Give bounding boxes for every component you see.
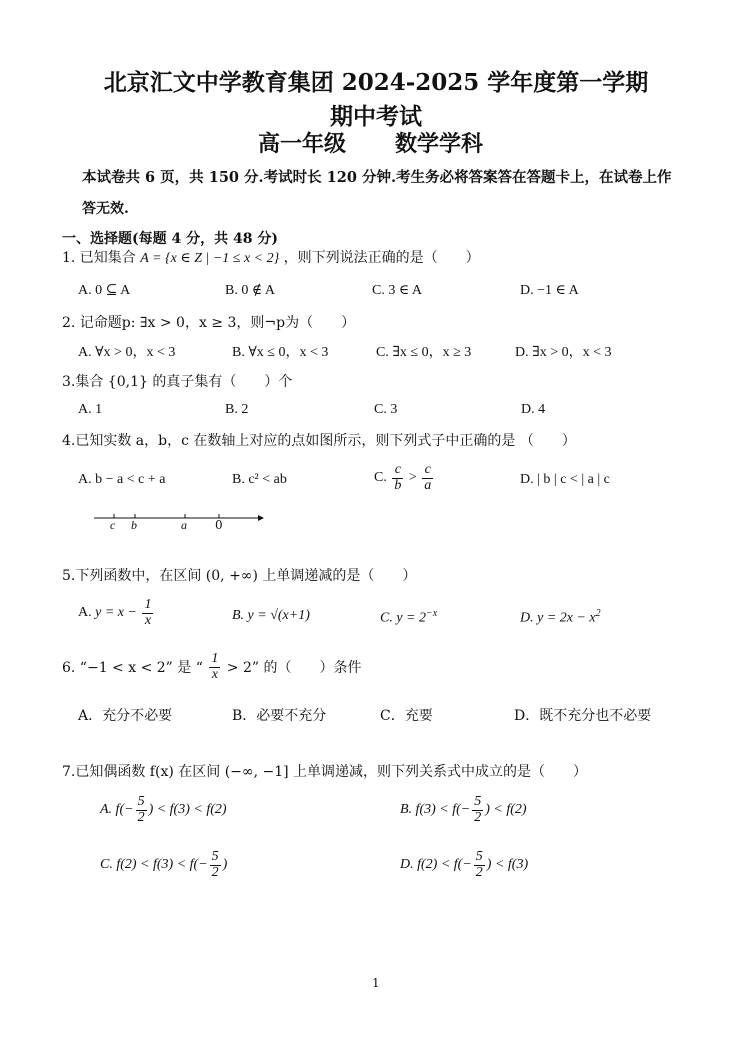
number-line [90,508,265,536]
frac-numerator: 5 [474,794,482,809]
frac-denominator: a [424,477,432,493]
question-2-option-d: D. ∃x > 0，x < 3 [515,345,612,360]
frac-numerator: c [394,462,401,477]
question-5-option-c [380,608,437,627]
question-4-option-a: A. b − a < c + a [78,472,166,487]
question-4-stem: 4.已知实数 a，b，c 在数轴上对应的点如图所示，则下列式子中正确的是 （ ） [62,433,576,449]
frac-numerator: 5 [211,849,219,864]
question-7-stem: 7.已知偶函数 f(x) 在区间 (−∞, −1] 上单调递减，则下列关系式中成立的是（ ） [62,764,588,780]
question-4-option-c [374,463,435,493]
option-post: ) < f(3) [486,857,529,873]
frac-numerator: 5 [475,849,483,864]
function-expression: y = x − [95,605,137,621]
question-6-option-c: C．充要 [380,708,433,724]
question-3-option-d: D. 4 [521,402,546,417]
question-5-option-c-base: C. y = 2 [380,610,426,626]
instructions-line2: 答无效. [82,201,129,217]
frac-denominator: 2 [475,864,483,880]
exponent: 2 [595,608,601,619]
exam-title: 北京汇文中学教育集团 2024-2025 学年度第一学期 [103,69,649,96]
question-2-stem: 2. 记命题p: ∃x > 0，x ≥ 3，则¬p为（ ） [62,315,356,331]
question-5-option-b: B. y = √(x+1) [232,608,310,623]
question-2-option-a: A. ∀x > 0，x < 3 [78,345,176,360]
question-5-option-d-base: D. y = 2x − x [520,610,596,626]
number-line-label-c: c [110,518,116,532]
frac-numerator: c [424,462,431,477]
question-5-option-a [78,598,155,628]
question-3-option-c: C. 3 [374,402,398,417]
number-line-label-b: b [131,518,137,532]
page-number: 1 [372,976,380,990]
grade-label: 高一年级 [258,131,347,157]
frac-denominator: x [209,667,220,683]
question-6-stem [62,652,362,682]
instructions-line1: 本试卷共 6 页，共 150 分.考试时长 120 分钟.考生务必将答案答在答题卡上，在试卷上作 [82,169,672,186]
frac-numerator: 1 [144,597,152,612]
frac-denominator: 2 [137,809,145,825]
number-line-label-a: a [181,518,187,532]
question-4-option-c-label: C. [374,470,387,486]
question-3-option-b: B. 2 [225,402,249,417]
frac-denominator: x [142,613,153,629]
question-6-stem-pre: 6. “−1 < x < 2” 是 “ [62,660,203,677]
frac-denominator: 2 [474,809,482,825]
question-6-stem-post: > 2” 的（ ）条件 [226,660,362,677]
frac-denominator: b [394,477,402,493]
question-1-option-b: B. 0 ∉ A [225,283,276,298]
option-post: ) [222,857,228,873]
question-6-option-b: B．必要不充分 [232,708,327,724]
question-1-option-d: D. −1 ∈ A [520,283,579,298]
option-pre: D. f(2) < f(− [400,857,472,873]
question-2-option-b: B. ∀x ≤ 0，x < 3 [232,345,329,360]
question-3-stem: 3.集合 {0,1} 的真子集有（ ）个 [62,374,293,390]
question-5-stem: 5.下列函数中，在区间 (0, +∞) 上单调递减的是（ ） [62,568,417,584]
question-7-option-c [100,850,227,880]
option-post: ) < f(2) [485,802,527,818]
question-6-option-d: D．既不充分也不必要 [514,708,652,724]
question-4-option-d: D. | b | c < | a | c [520,472,610,487]
question-5-option-a-label: A. [78,605,92,621]
exam-subtitle: 期中考试 [330,103,422,130]
option-post: ) < f(3) < f(2) [148,802,227,818]
question-6-option-a: A．充分不必要 [78,708,173,724]
question-4-option-b: B. c² < ab [232,472,287,487]
question-1-stem [62,247,480,267]
number-line-label-zero: 0 [215,518,223,532]
question-1-option-c: C. 3 ∈ A [372,283,423,298]
section-heading: 一、选择题(每题 4 分，共 48 分) [62,231,278,247]
question-1-stem-suffix: ，则下列说法正确的是（ ） [283,250,480,266]
question-3-option-a: A. 1 [78,402,103,417]
frac-denominator: 2 [211,864,219,880]
frac-numerator: 5 [137,794,145,809]
question-2-option-c: C. ∃x ≤ 0，x ≥ 3 [376,345,472,360]
question-7-option-a [100,795,227,825]
question-5-option-d [520,608,601,627]
option-pre: C. f(2) < f(3) < f(− [100,857,208,873]
relation-symbol: > [408,470,417,486]
exponent: −x [426,608,438,619]
option-pre: B. f(3) < f(− [400,802,471,818]
question-1-set: A = {x ∈ Z | −1 ≤ x < 2} [140,251,280,266]
question-1-stem-prefix: 1. 已知集合 [62,250,136,266]
option-pre: A. f(− [100,802,134,818]
question-1-option-a: A. 0 ⊆ A [78,283,131,298]
subject-label: 数学学科 [395,131,484,157]
frac-numerator: 1 [211,651,219,666]
question-7-option-d [400,850,528,880]
question-7-option-b [400,795,527,825]
